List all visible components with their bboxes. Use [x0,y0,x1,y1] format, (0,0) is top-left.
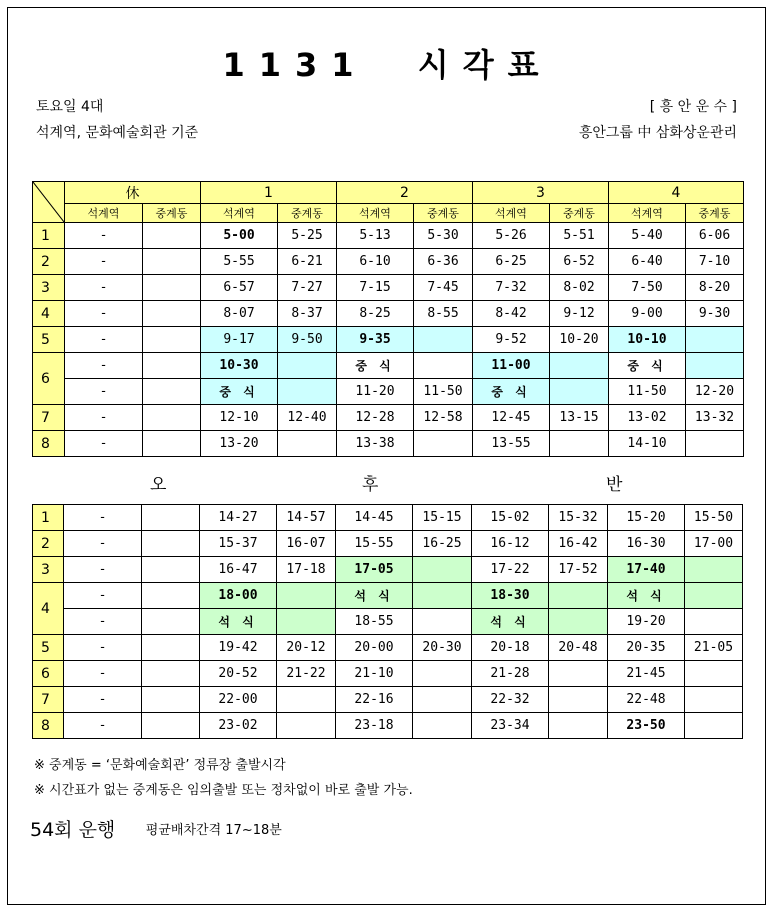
junggye-time: 13-32 [686,405,744,431]
junggye-time [685,557,743,583]
trip-number: 3 [33,557,64,583]
trip-number: 3 [33,275,65,301]
seokgye-time: 14-10 [609,431,686,457]
junggye-time [143,301,201,327]
seokgye-time: 5-00 [201,223,278,249]
afternoon-timetable [32,504,743,739]
col-header-junggye: 중계동 [414,204,473,223]
junggye-time: 8-20 [686,275,744,301]
seokgye-time: 9-17 [201,327,278,353]
junggye-time [142,635,200,661]
seokgye-time: 23-02 [200,713,277,739]
seokgye-time: 22-00 [200,687,277,713]
junggye-time: 20-48 [549,635,608,661]
junggye-time: 17-18 [277,557,336,583]
junggye-time [414,327,473,353]
junggye-time: 11-50 [414,379,473,405]
seokgye-time: 19-42 [200,635,277,661]
divider-label-ban: 반 [606,475,623,495]
seokgye-time: 중 식 [473,379,550,405]
table-row [33,327,744,353]
junggye-time [549,609,608,635]
rest-cell: - [64,661,142,687]
junggye-time [413,583,472,609]
junggye-time: 21-05 [685,635,743,661]
junggye-time [549,583,608,609]
seokgye-time: 9-52 [473,327,550,353]
rest-cell: - [64,635,142,661]
rest-cell: - [64,713,142,739]
day-info: 토요일 4대 [36,99,104,115]
seokgye-time: 22-16 [336,687,413,713]
junggye-time [143,275,201,301]
rest-cell: - [64,557,142,583]
junggye-time [143,353,201,379]
seokgye-time: 23-18 [336,713,413,739]
junggye-time: 10-20 [550,327,609,353]
table-row [33,405,744,431]
trip-number: 6 [33,353,65,405]
col-header-junggye: 중계동 [686,204,744,223]
trip-number: 7 [33,687,64,713]
junggye-time [142,609,200,635]
seokgye-time: 석 식 [472,609,549,635]
seokgye-time: 5-13 [337,223,414,249]
seokgye-time: 21-28 [472,661,549,687]
rest-cell: - [64,583,142,609]
junggye-time: 12-20 [686,379,744,405]
seokgye-time: 중 식 [337,353,414,379]
seokgye-time: 13-55 [473,431,550,457]
group-header-rest: 休 [65,182,201,204]
junggye-time: 6-06 [686,223,744,249]
junggye-time [142,661,200,687]
seokgye-time: 20-00 [336,635,413,661]
junggye-time [413,557,472,583]
table-row [33,661,743,687]
seokgye-time: 15-02 [472,505,549,531]
col-header-junggye: 중계동 [278,204,337,223]
group-header-3: 3 [473,182,609,204]
seokgye-time: 중 식 [609,353,686,379]
seokgye-time: 15-37 [200,531,277,557]
trip-number: 4 [33,301,65,327]
junggye-time [685,583,743,609]
group-header-1: 1 [201,182,337,204]
seokgye-time: 7-50 [609,275,686,301]
seokgye-time: 중 식 [201,379,278,405]
seokgye-time: 14-27 [200,505,277,531]
seokgye-time: 20-35 [608,635,685,661]
seokgye-time: 6-40 [609,249,686,275]
junggye-time: 9-30 [686,301,744,327]
junggye-time [143,327,201,353]
junggye-time: 20-30 [413,635,472,661]
trip-number: 5 [33,635,64,661]
junggye-time [277,687,336,713]
table-row [33,713,743,739]
rest-cell: - [64,687,142,713]
seokgye-time: 10-30 [201,353,278,379]
junggye-time [142,583,200,609]
rest-cell: - [65,249,143,275]
junggye-time [686,431,744,457]
note-departure: ※ 시간표가 없는 중계동은 임의출발 또는 정차없이 바로 출발 가능. [34,783,413,798]
seokgye-time: 8-42 [473,301,550,327]
junggye-time [685,687,743,713]
run-count: 54회 운행 [30,819,116,841]
seokgye-time: 11-20 [337,379,414,405]
seokgye-time: 16-30 [608,531,685,557]
seokgye-time: 12-10 [201,405,278,431]
junggye-time [278,379,337,405]
seokgye-time: 석 식 [608,583,685,609]
reference-info: 석계역, 문화예술회관 기준 [36,125,199,141]
col-header-seokgye: 석계역 [337,204,414,223]
seokgye-time: 5-55 [201,249,278,275]
rest-cell: - [65,301,143,327]
company-group: 흥안그룹 中 삼화상운관리 [578,125,737,141]
seokgye-time: 15-55 [336,531,413,557]
seokgye-time: 17-05 [336,557,413,583]
rest-cell: - [65,327,143,353]
junggye-time [277,609,336,635]
table-row [33,557,743,583]
seokgye-time: 9-35 [337,327,414,353]
table-row [33,609,743,635]
junggye-time [414,353,473,379]
seokgye-time: 18-55 [336,609,413,635]
junggye-time: 16-25 [413,531,472,557]
trip-number: 5 [33,327,65,353]
table-row [33,583,743,609]
seokgye-time: 12-28 [337,405,414,431]
trip-number: 8 [33,431,65,457]
seokgye-time: 13-20 [201,431,278,457]
seokgye-time: 14-45 [336,505,413,531]
divider-label-o: 오 [150,475,167,495]
junggye-time [277,713,336,739]
seokgye-time: 21-10 [336,661,413,687]
junggye-time [685,713,743,739]
table-row [33,379,744,405]
rest-cell: - [65,275,143,301]
seokgye-time: 20-52 [200,661,277,687]
seokgye-time: 13-38 [337,431,414,457]
junggye-time [549,687,608,713]
trip-number: 4 [33,583,64,635]
seokgye-time: 21-45 [608,661,685,687]
table-row [33,223,744,249]
rest-cell: - [65,223,143,249]
junggye-time: 15-32 [549,505,608,531]
junggye-time: 5-51 [550,223,609,249]
junggye-time [550,379,609,405]
rest-cell: - [64,531,142,557]
note-jungye: ※ 중계동 = ‘문화예술회관’ 정류장 출발시각 [34,758,286,773]
junggye-time [142,531,200,557]
junggye-time: 8-55 [414,301,473,327]
junggye-time: 8-37 [278,301,337,327]
junggye-time: 12-40 [278,405,337,431]
junggye-time: 5-25 [278,223,337,249]
seokgye-time: 8-25 [337,301,414,327]
junggye-time [549,713,608,739]
junggye-time [143,431,201,457]
junggye-time [685,661,743,687]
header-corner [33,182,65,223]
seokgye-time: 석 식 [200,609,277,635]
junggye-time: 13-15 [550,405,609,431]
junggye-time: 5-30 [414,223,473,249]
seokgye-time: 15-20 [608,505,685,531]
seokgye-time: 16-47 [200,557,277,583]
junggye-time: 15-50 [685,505,743,531]
seokgye-time: 6-57 [201,275,278,301]
seokgye-time: 7-15 [337,275,414,301]
junggye-time [143,379,201,405]
seokgye-time: 20-18 [472,635,549,661]
trip-number: 7 [33,405,65,431]
junggye-time: 17-52 [549,557,608,583]
seokgye-time: 17-40 [608,557,685,583]
junggye-time: 9-12 [550,301,609,327]
trip-number: 2 [33,531,64,557]
seokgye-time: 6-25 [473,249,550,275]
group-header-2: 2 [337,182,473,204]
seokgye-time: 23-34 [472,713,549,739]
company-name: [ 흥 안 운 수 ] [649,99,737,115]
avg-interval: 평균배차간격 17~18분 [145,823,282,838]
junggye-time: 9-50 [278,327,337,353]
divider-label-hu: 후 [362,475,379,495]
junggye-time [143,249,201,275]
junggye-time [550,353,609,379]
seokgye-time: 13-02 [609,405,686,431]
table-row [33,431,744,457]
table-row [33,249,744,275]
seokgye-time: 11-50 [609,379,686,405]
junggye-time [142,687,200,713]
seokgye-time: 8-07 [201,301,278,327]
junggye-time [278,353,337,379]
junggye-time [142,505,200,531]
col-header-seokgye: 석계역 [65,204,143,223]
trip-number: 1 [33,505,64,531]
seokgye-time: 5-26 [473,223,550,249]
junggye-time: 16-42 [549,531,608,557]
seokgye-time: 6-10 [337,249,414,275]
junggye-time [549,661,608,687]
seokgye-time: 17-22 [472,557,549,583]
junggye-time: 6-36 [414,249,473,275]
junggye-time [413,713,472,739]
junggye-time: 14-57 [277,505,336,531]
rest-cell: - [65,431,143,457]
morning-timetable [32,181,744,457]
trip-number: 2 [33,249,65,275]
junggye-time [143,405,201,431]
col-header-seokgye: 석계역 [473,204,550,223]
seokgye-time: 12-45 [473,405,550,431]
junggye-time [143,223,201,249]
col-header-seokgye: 석계역 [609,204,686,223]
seokgye-time: 10-10 [609,327,686,353]
junggye-time: 8-02 [550,275,609,301]
rest-cell: - [65,379,143,405]
seokgye-time: 22-32 [472,687,549,713]
table-row [33,275,744,301]
col-header-junggye: 중계동 [143,204,201,223]
junggye-time: 15-15 [413,505,472,531]
rest-cell: - [64,609,142,635]
junggye-time: 17-00 [685,531,743,557]
junggye-time [277,583,336,609]
seokgye-time: 22-48 [608,687,685,713]
col-header-junggye: 중계동 [550,204,609,223]
table-row [33,301,744,327]
trip-number: 6 [33,661,64,687]
junggye-time: 7-10 [686,249,744,275]
junggye-time: 12-58 [414,405,473,431]
table-row [33,687,743,713]
junggye-time [278,431,337,457]
junggye-time: 7-45 [414,275,473,301]
table-row [33,505,743,531]
junggye-time [685,609,743,635]
junggye-time [686,353,744,379]
junggye-time: 6-21 [278,249,337,275]
seokgye-time: 5-40 [609,223,686,249]
group-header-4: 4 [609,182,744,204]
junggye-time: 16-07 [277,531,336,557]
seokgye-time: 18-00 [200,583,277,609]
junggye-time [413,687,472,713]
junggye-time [414,431,473,457]
page-title: 1131 시각표 [222,46,553,84]
rest-cell: - [65,405,143,431]
trip-number: 8 [33,713,64,739]
seokgye-time: 7-32 [473,275,550,301]
seokgye-time: 19-20 [608,609,685,635]
junggye-time [413,661,472,687]
seokgye-time: 23-50 [608,713,685,739]
junggye-time [142,713,200,739]
junggye-time [550,431,609,457]
junggye-time [686,327,744,353]
junggye-time: 6-52 [550,249,609,275]
table-row [33,635,743,661]
rest-cell: - [64,505,142,531]
table-row [33,353,744,379]
col-header-seokgye: 석계역 [201,204,278,223]
seokgye-time: 석 식 [336,583,413,609]
footer [30,815,282,842]
junggye-time: 21-22 [277,661,336,687]
seokgye-time: 9-00 [609,301,686,327]
table-row [33,531,743,557]
seokgye-time: 11-00 [473,353,550,379]
junggye-time [413,609,472,635]
junggye-time [142,557,200,583]
rest-cell: - [65,353,143,379]
junggye-time: 20-12 [277,635,336,661]
trip-number: 1 [33,223,65,249]
junggye-time: 7-27 [278,275,337,301]
seokgye-time: 18-30 [472,583,549,609]
seokgye-time: 16-12 [472,531,549,557]
